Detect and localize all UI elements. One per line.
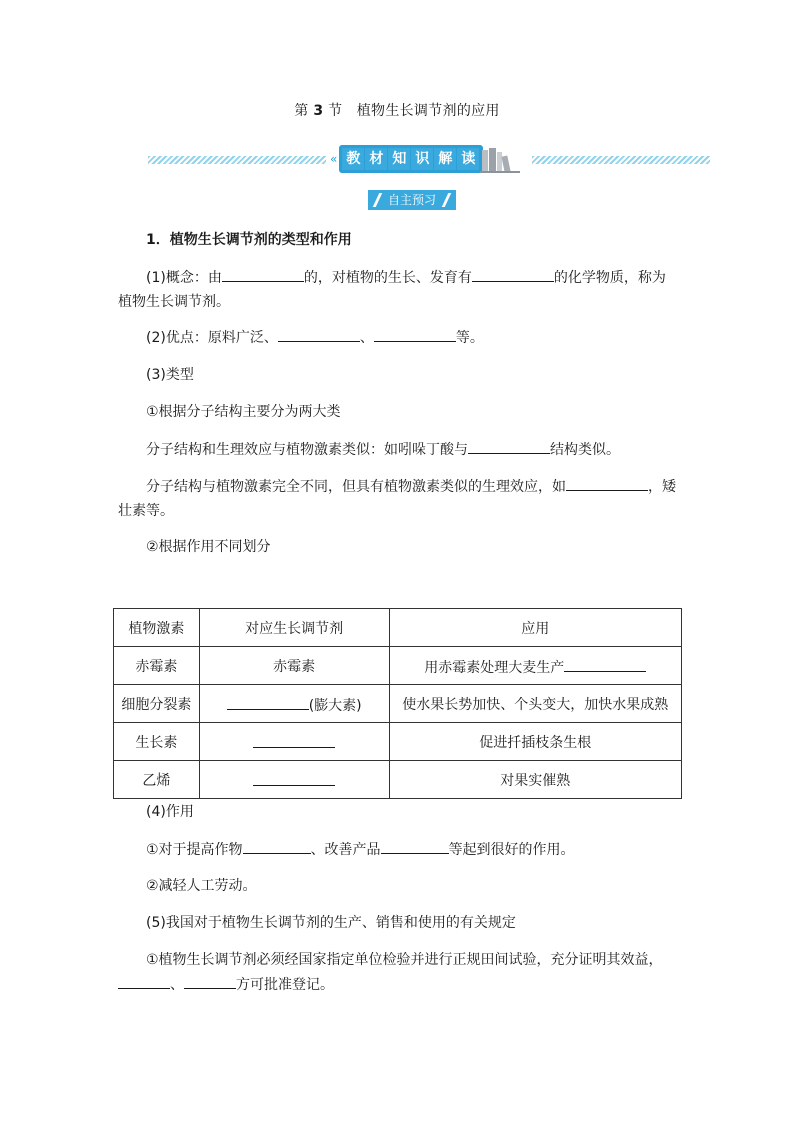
- paragraph-regulations: (5)我国对于植物生长调节剂的生产、销售和使用的有关规定: [146, 915, 516, 931]
- banner-char: 识: [411, 148, 433, 170]
- table-header: 对应生长调节剂: [199, 609, 389, 647]
- fill-blank[interactable]: [472, 265, 554, 282]
- title-prefix: 第: [294, 103, 309, 119]
- paragraph-structure-different: 分子结构与植物激素完全不同，但具有植物激素类似的生理效应，如 ，矮 壮素等。: [118, 474, 678, 523]
- heading-types-and-effects: 1．植物生长调节剂的类型和作用: [146, 232, 352, 248]
- table-cell: 生长素: [114, 723, 200, 761]
- banner-char: 解: [434, 148, 456, 170]
- fill-blank[interactable]: [118, 972, 170, 989]
- banner-tag: [330, 145, 483, 173]
- banner-hatch-right: [532, 156, 710, 164]
- table-row: [114, 647, 682, 685]
- title-name: 植物生长调节剂的应用: [356, 103, 500, 119]
- fill-blank[interactable]: [564, 655, 646, 672]
- banner-char: 读: [457, 148, 479, 170]
- fill-blank[interactable]: [566, 474, 648, 491]
- table-cell: 细胞分裂素: [114, 685, 200, 723]
- chevron-icon: «: [330, 152, 338, 166]
- section-banner: [148, 142, 710, 176]
- banner-char: 教: [342, 148, 364, 170]
- banner-char: 知: [388, 148, 410, 170]
- fill-blank[interactable]: [184, 972, 236, 989]
- fill-blank[interactable]: [381, 837, 449, 854]
- paragraph-types-by-structure: ①根据分子结构主要分为两大类: [146, 404, 341, 420]
- paragraph-regulations-1: ①植物生长调节剂必须经国家指定单位检验并进行正规田间试验，充分证明其效益， 、 方可批准登记。: [118, 948, 678, 997]
- fill-blank[interactable]: [222, 265, 304, 282]
- paragraph-effects: (4)作用: [146, 804, 194, 820]
- fill-blank[interactable]: [278, 325, 360, 342]
- banner-hatch-left: [148, 156, 326, 164]
- table-header: 植物激素: [114, 609, 200, 647]
- table-cell: 用赤霉素处理大麦生产: [389, 647, 681, 685]
- paragraph-advantages: (2)优点：原料广泛、 、 等。: [118, 325, 678, 350]
- table-cell: [199, 761, 389, 799]
- banner-char: 材: [365, 148, 387, 170]
- table-row: [114, 761, 682, 799]
- table-cell: (膨大素): [199, 685, 389, 723]
- fill-blank[interactable]: [227, 693, 309, 710]
- fill-blank[interactable]: [253, 769, 335, 786]
- paragraph-effects-2: ②减轻人工劳动。: [146, 878, 257, 894]
- paragraph-effects-1: ①对于提高作物 、改善产品 等起到很好的作用。: [118, 837, 678, 862]
- banner-label: [339, 145, 483, 173]
- table-cell: 促进扦插枝条生根: [389, 723, 681, 761]
- title-number: 3: [313, 103, 324, 119]
- fill-blank[interactable]: [374, 325, 456, 342]
- title-suffix: 节: [328, 103, 343, 119]
- fill-blank[interactable]: [468, 437, 550, 454]
- table-cell: 赤霉素: [199, 647, 389, 685]
- table-cell: 对果实催熟: [389, 761, 681, 799]
- table-header: 应用: [389, 609, 681, 647]
- table-cell: 乙烯: [114, 761, 200, 799]
- paragraph-types: (3)类型: [146, 367, 194, 383]
- paragraph-structure-similar: 分子结构和生理效应与植物激素类似：如吲哚丁酸与 结构类似。: [118, 437, 678, 462]
- section-badge: 自主预习: [368, 190, 456, 210]
- fill-blank[interactable]: [243, 837, 311, 854]
- regulator-table: [113, 608, 682, 799]
- table-row: [114, 685, 682, 723]
- banner-center: [324, 142, 534, 176]
- table-cell: 赤霉素: [114, 647, 200, 685]
- paragraph-types-by-function: ②根据作用不同划分: [146, 539, 271, 555]
- paragraph-concept: (1)概念：由 的，对植物的生长、发育有 的化学物质，称为 植物生长调节剂。: [118, 265, 678, 314]
- table-cell: 使水果长势加快、个头变大，加快水果成熟: [389, 685, 681, 723]
- table-cell: [199, 723, 389, 761]
- page-title: [0, 100, 794, 120]
- table-header-row: [114, 609, 682, 647]
- fill-blank[interactable]: [253, 731, 335, 748]
- table-row: [114, 723, 682, 761]
- books-icon: [480, 146, 524, 174]
